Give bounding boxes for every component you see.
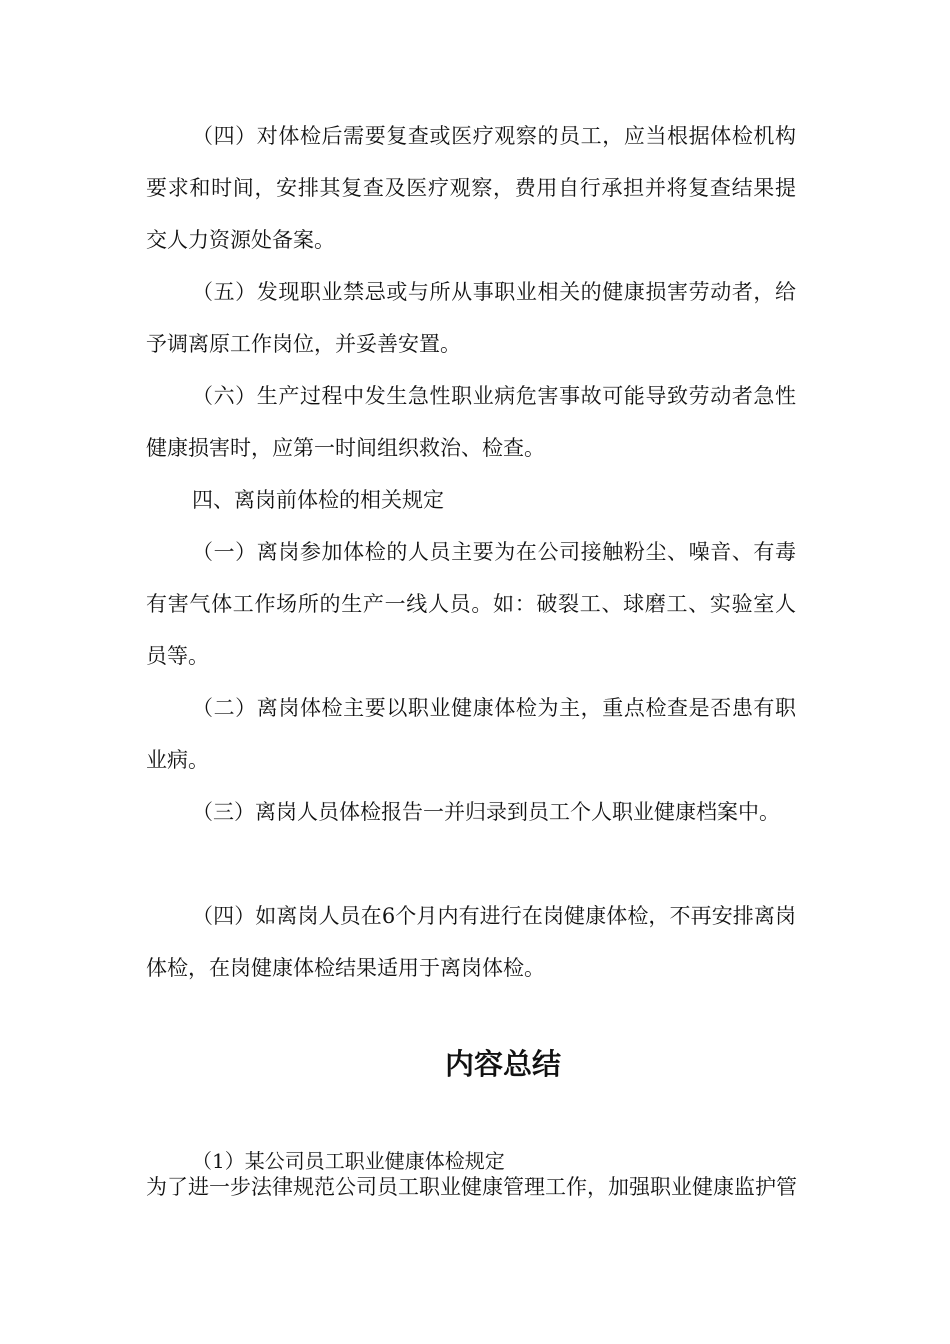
section-heading-departure-exam: 四、离岗前体检的相关规定 bbox=[192, 488, 444, 512]
paragraph-departure-exemption: （四）如离岗人员在6个月内有进行在岗健康体检，不再安排离岗体检，在岗健康体检结果适用于离岗体检。 bbox=[146, 904, 796, 980]
paragraph-departure-scope: （一）离岗参加体检的人员主要为在公司接触粉尘、噪音、有毒有害气体工作场所的生产一线人员。如：破裂工、球磨工、实验室人员等。 bbox=[146, 540, 796, 668]
summary-item-heading: （1）某公司员工职业健康体检规定 bbox=[192, 1149, 505, 1173]
paragraph-emergency: （六）生产过程中发生急性职业病危害事故可能导致劳动者急性健康损害时，应第一时间组织救治、检查。 bbox=[146, 384, 796, 460]
paragraph-recheck: （四）对体检后需要复查或医疗观察的员工，应当根据体检机构要求和时间，安排其复查及医疗观察，费用自行承担并将复查结果提交人力资源处备案。 bbox=[146, 124, 796, 252]
paragraph-departure-focus: （二）离岗体检主要以职业健康体检为主，重点检查是否患有职业病。 bbox=[146, 696, 796, 772]
summary-item-text: 为了进一步法律规范公司员工职业健康管理工作，加强职业健康监护管 bbox=[146, 1175, 797, 1199]
paragraph-departure-report: （三）离岗人员体检报告一并归录到员工个人职业健康档案中。 bbox=[192, 800, 780, 824]
summary-title: 内容总结 bbox=[444, 1047, 561, 1081]
paragraph-reassign: （五）发现职业禁忌或与所从事职业相关的健康损害劳动者，给予调离原工作岗位，并妥善安置。 bbox=[146, 280, 796, 356]
